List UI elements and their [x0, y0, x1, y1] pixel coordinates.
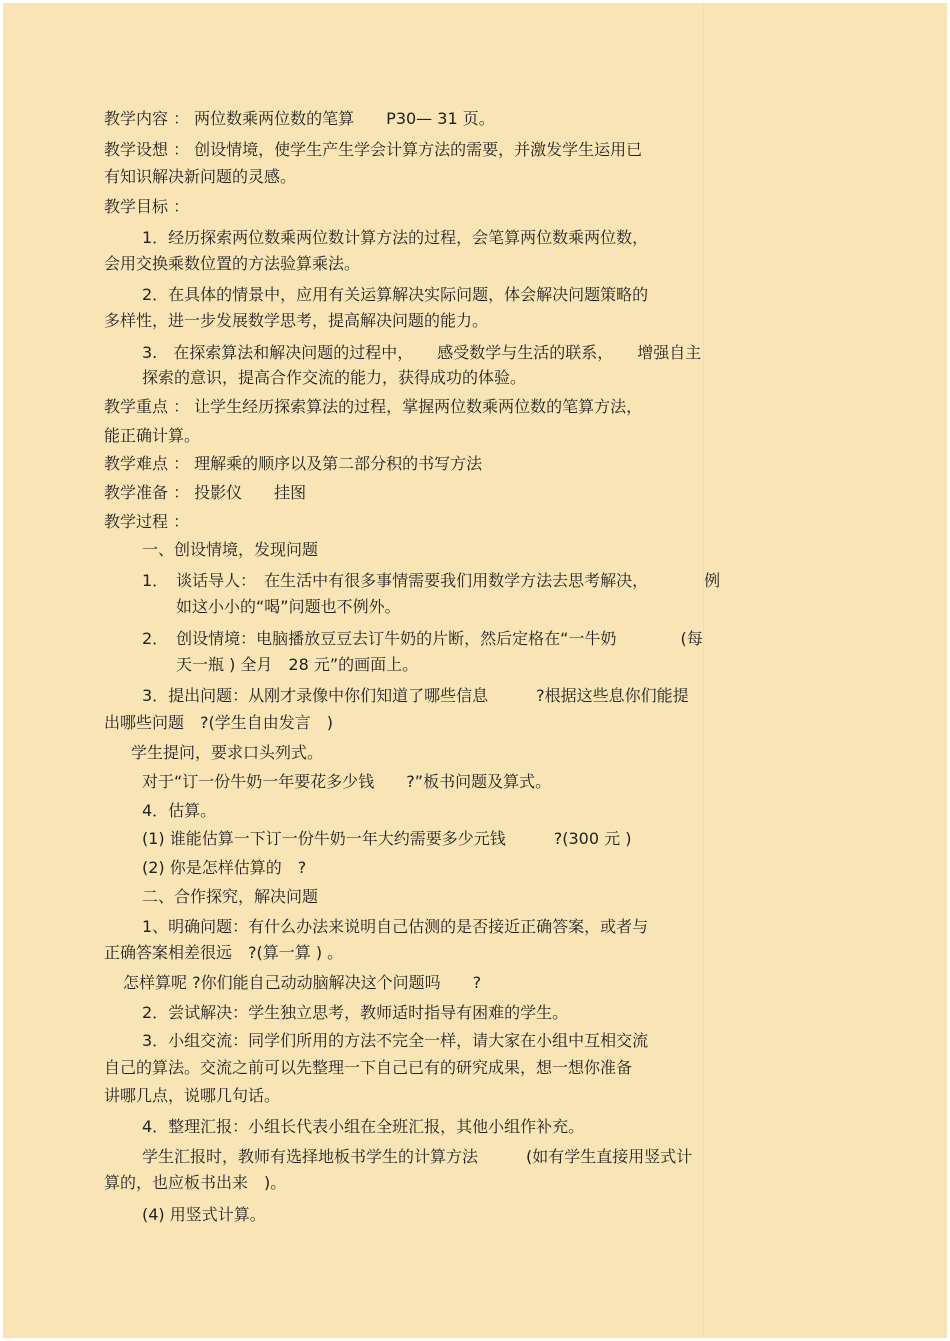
line-student-report-cont: 算的，也应板书出来 )。 — [104, 1173, 287, 1192]
line-goal-3: 3. 在探索算法和解决问题的过程中， 感受数学与生活的联系， 增强自主 — [142, 343, 702, 362]
line-step-2: 2． 创设情境：电脑播放豆豆去订牛奶的片断，然后定格在“一牛奶 (每 — [142, 629, 703, 648]
line-student-question: 学生提问，要求口头列式。 — [131, 743, 324, 762]
line-teaching-goals: 教学目标 ： — [104, 197, 190, 216]
line-how-to-calculate: 怎样算呢 ?你们能自己动动脑解决这个问题吗 ? — [123, 973, 482, 992]
line-vertical-calculation: (4) 用竖式计算。 — [142, 1205, 266, 1224]
line-report: 4．整理汇报：小组长代表小组在全班汇报，其他小组作补充。 — [142, 1117, 585, 1136]
line-process: 教学过程 ： — [104, 512, 190, 531]
line-step-4: 4．估算。 — [142, 801, 217, 820]
line-key-point-cont: 能正确计算。 — [104, 426, 201, 445]
line-teaching-idea: 教学设想 ： 创设情境，使学生产生学会计算方法的需要，并激发学生运用已 — [104, 140, 643, 159]
line-goal-3-cont: 探索的意识，提高合作交流的能力，获得成功的体验。 — [142, 368, 527, 387]
line-step-2-cont: 天一瓶 ) 全月 28 元”的画面上。 — [176, 655, 419, 674]
line-goal-1-cont: 会用交换乘数位置的方法验算乘法。 — [104, 254, 361, 273]
line-step-1: 1． 谈话导人： 在生活中有很多事情需要我们用数学方法去思考解决， 例 — [142, 571, 721, 590]
line-step-3-cont: 出哪些问题 ?(学生自由发言 ) — [104, 713, 333, 732]
line-clarify-question-cont: 正确答案相差很远 ?(算一算 ) 。 — [104, 943, 344, 962]
line-key-point: 教学重点 ： 让学生经历探索算法的过程，掌握两位数乘两位数的笔算方法， — [104, 397, 643, 416]
line-step-1-cont: 如这小小的“喝”问题也不例外。 — [176, 597, 401, 616]
line-goal-1: 1．经历探索两位数乘两位数计算方法的过程，会笔算两位数乘两位数， — [142, 228, 649, 247]
line-group-exchange-cont: 自己的算法。交流之前可以先整理一下自己已有的研究成果，想一想你准备 — [104, 1058, 633, 1077]
line-student-report: 学生汇报时，教师有选择地板书学生的计算方法 (如有学生直接用竖式计 — [142, 1147, 693, 1166]
line-goal-2-cont: 多样性，进一步发展数学思考，提高解决问题的能力。 — [104, 311, 489, 330]
line-group-exchange: 3．小组交流：同学们所用的方法不完全一样，请大家在小组中互相交流 — [142, 1031, 649, 1050]
line-section-2: 二、合作探究，解决问题 — [142, 887, 319, 906]
line-milk-question: 对于“订一份牛奶一年要花多少钱 ?”板书问题及算式。 — [142, 772, 552, 791]
line-teaching-content: 教学内容 ： 两位数乘两位数的笔算 P30— 31 页。 — [104, 109, 495, 128]
line-goal-2: 2．在具体的情景中，应用有关运算解决实际问题，体会解决问题策略的 — [142, 285, 649, 304]
document-page — [3, 3, 947, 1338]
line-section-1: 一、创设情境，发现问题 — [142, 540, 319, 559]
line-estimate-1: (1) 谁能估算一下订一份牛奶一年大约需要多少元钱 ?(300 元 ) — [142, 829, 632, 848]
page-edge-divider — [703, 3, 704, 1338]
line-step-3: 3．提出问题：从刚才录像中你们知道了哪些信息 ?根据这些息你们能提 — [142, 686, 689, 705]
line-clarify-question: 1、明确问题：有什么办法来说明自己估测的是否接近正确答案，或者与 — [142, 917, 649, 936]
line-difficulty: 教学难点 ： 理解乘的顺序以及第二部分积的书写方法 — [104, 454, 483, 473]
line-teaching-idea-cont: 有知识解决新问题的灵感。 — [104, 167, 297, 186]
line-group-exchange-cont-2: 讲哪几点，说哪几句话。 — [104, 1086, 281, 1105]
line-estimate-2: (2) 你是怎样估算的 ? — [142, 858, 307, 877]
line-try-solve: 2．尝试解决：学生独立思考，教师适时指导有困难的学生。 — [142, 1003, 569, 1022]
line-preparation: 教学准备 ： 投影仪 挂图 — [104, 483, 307, 502]
